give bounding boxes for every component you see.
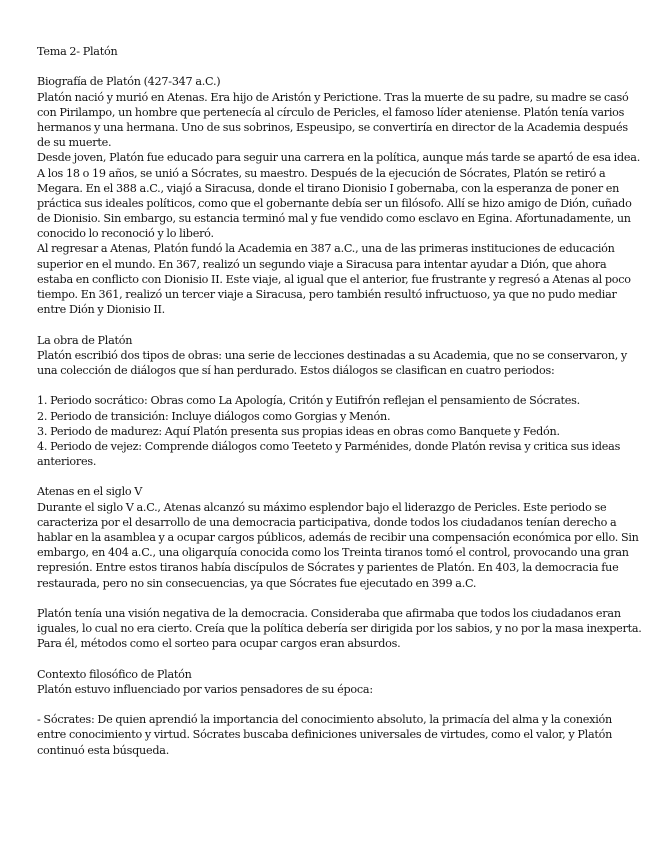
text-line: entre Dión y Dionisio II.: [37, 303, 165, 317]
list-item: continuó esta búsqueda.: [37, 743, 169, 757]
spacer: [37, 317, 623, 332]
periods-list: [37, 393, 623, 469]
text-line: caracteriza por el desarrollo de una democracia participativa, donde todos los ciudadanos tenían derecho a: [37, 515, 617, 529]
text-line: Platón escribió dos tipos de obras: una serie de lecciones destinadas a su Academia, que no se conservaron, y: [37, 348, 627, 362]
spacer: [37, 652, 623, 667]
spacer: [37, 469, 623, 484]
list-item: entre conocimiento y virtud. Sócrates buscaba definiciones universales de virtudes, como el valor, y Platón: [37, 728, 613, 742]
text-line: represión. Entre estos tiranos había discípulos de Sócrates y parientes de Platón. En 403, la democracia fue: [37, 561, 619, 575]
text-line: Durante el siglo V a.C., Atenas alcanzó su máximo esplendor bajo el liderazgo de Pericles. Este periodo se: [37, 500, 607, 514]
spacer: [37, 697, 623, 712]
section-heading: Atenas en el siglo V: [37, 485, 143, 499]
paragraph-1: [37, 90, 629, 151]
list-item: 2. Periodo de transición: Incluye diálogos como Gorgias y Menón.: [37, 409, 391, 423]
text-line: superior en el mundo. En 367, realizó un segundo viaje a Siracusa para intentar ayudar a Dión, que ahora: [37, 257, 607, 271]
text-line: práctica sus ideales políticos, como que el gobernante debía ser un filósofo. Allí se hizo amigo de Dión, cuñado: [37, 196, 632, 210]
text-line: tiempo. En 361, realizó un tercer viaje a Siracusa, pero también resultó infructuoso, ya que no pudo mediar: [37, 288, 617, 301]
text-line: con Pirilampo, un hombre que pertenecía al círculo de Pericles, el famoso líder ateniense. Platón tenía varios: [37, 105, 625, 119]
list-item: 4. Periodo de vejez: Comprende diálogos como Teeteto y Parménides, donde Platón revisa y critica sus ideas: [37, 439, 621, 453]
section-biografia: [37, 74, 641, 317]
spacer: [37, 378, 623, 393]
text-line: Para él, métodos como el sorteo para ocupar cargos eran absurdos.: [37, 637, 401, 651]
list-item: 1. Periodo socrático: Obras como La Apología, Critón y Eutifrón reflejan el pensamiento de Sócrates.: [37, 394, 580, 408]
text-line: Platón estuvo influenciado por varios pensadores de su época:: [37, 682, 373, 696]
text-line: Megara. En el 388 a.C., viajó a Siracusa, donde el tirano Dionisio I gobernaba, con la esperanza de poner en: [37, 181, 620, 195]
text-line: iguales, lo cual no era cierto. Creía que la política debería ser dirigida por los sabios, y no por la masa inexperta.: [37, 622, 642, 636]
paragraph-2: [37, 606, 642, 652]
list-item: 3. Periodo de madurez: Aquí Platón presenta sus propias ideas en obras como Banquete y Fedón.: [37, 424, 560, 438]
text-line: Desde joven, Platón fue educado para seguir una carrera en la política, aunque más tarde se apartó de esa idea.: [37, 151, 641, 165]
text-line: Al regresar a Atenas, Platón fundó la Academia en 387 a.C., una de las primeras instituciones de educación: [37, 242, 615, 256]
section-contexto: [37, 667, 623, 758]
text-line: una colección de diálogos que sí han perdurado. Estos diálogos se clasifican en cuatro periodos:: [37, 363, 555, 377]
text-line: conocido lo reconoció y lo liberó.: [37, 227, 214, 241]
text-line: embargo, en 404 a.C., una oligarquía conocida como los Treinta tiranos tomó el control, provocando una gran: [37, 546, 629, 560]
text-line: Platón nació y murió en Atenas. Era hijo de Aristón y Perictione. Tras la muerte de su padre, su madre se casó: [37, 90, 629, 104]
influences-list: [37, 712, 623, 758]
text-line: hermanos y una hermana. Uno de sus sobrinos, Espeusipo, se convertiría en director de la Academia después: [37, 120, 628, 134]
paragraph-2: [37, 150, 641, 241]
spacer: [37, 59, 623, 74]
section-heading: Contexto filosófico de Platón: [37, 667, 192, 681]
text-line: A los 18 o 19 años, se unió a Sócrates, su maestro. Después de la ejecución de Sócrates, Platón se retiró a: [37, 166, 606, 180]
paragraph-1: [37, 500, 639, 591]
text-line: estaba en conflicto con Dionisio II. Este viaje, al igual que el anterior, fue frustrante y regresó a Atenas al poco: [37, 272, 631, 286]
list-item: anteriores.: [37, 455, 97, 469]
section-heading: Biografía de Platón (427-347 a.C.): [37, 75, 221, 89]
list-item: - Sócrates: De quien aprendió la importancia del conocimiento absoluto, la primacía del alma y la conexión: [37, 713, 612, 727]
text-line: de Dionisio. Sin embargo, su estancia terminó mal y fue vendido como esclavo en Egina. Afortunadamente, un: [37, 212, 631, 226]
text-line: de su muerte.: [37, 136, 112, 150]
paragraph-3: [37, 241, 631, 317]
section-atenas: [37, 484, 642, 651]
text-line: Platón tenía una visión negativa de la democracia. Consideraba que afirmaba que todos los ciudadanos eran: [37, 606, 621, 620]
text-line: hablar en la asamblea y a ocupar cargos públicos, además de recibir una compensación económica por ello. Sin: [37, 531, 639, 544]
text-line: restaurada, pero no sin consecuencias, ya que Sócrates fue ejecutado en 399 a.C.: [37, 576, 477, 590]
document-title: Tema 2- Platón: [37, 45, 118, 58]
section-heading: La obra de Platón: [37, 333, 133, 347]
spacer: [37, 591, 623, 606]
section-obra: [37, 333, 627, 470]
